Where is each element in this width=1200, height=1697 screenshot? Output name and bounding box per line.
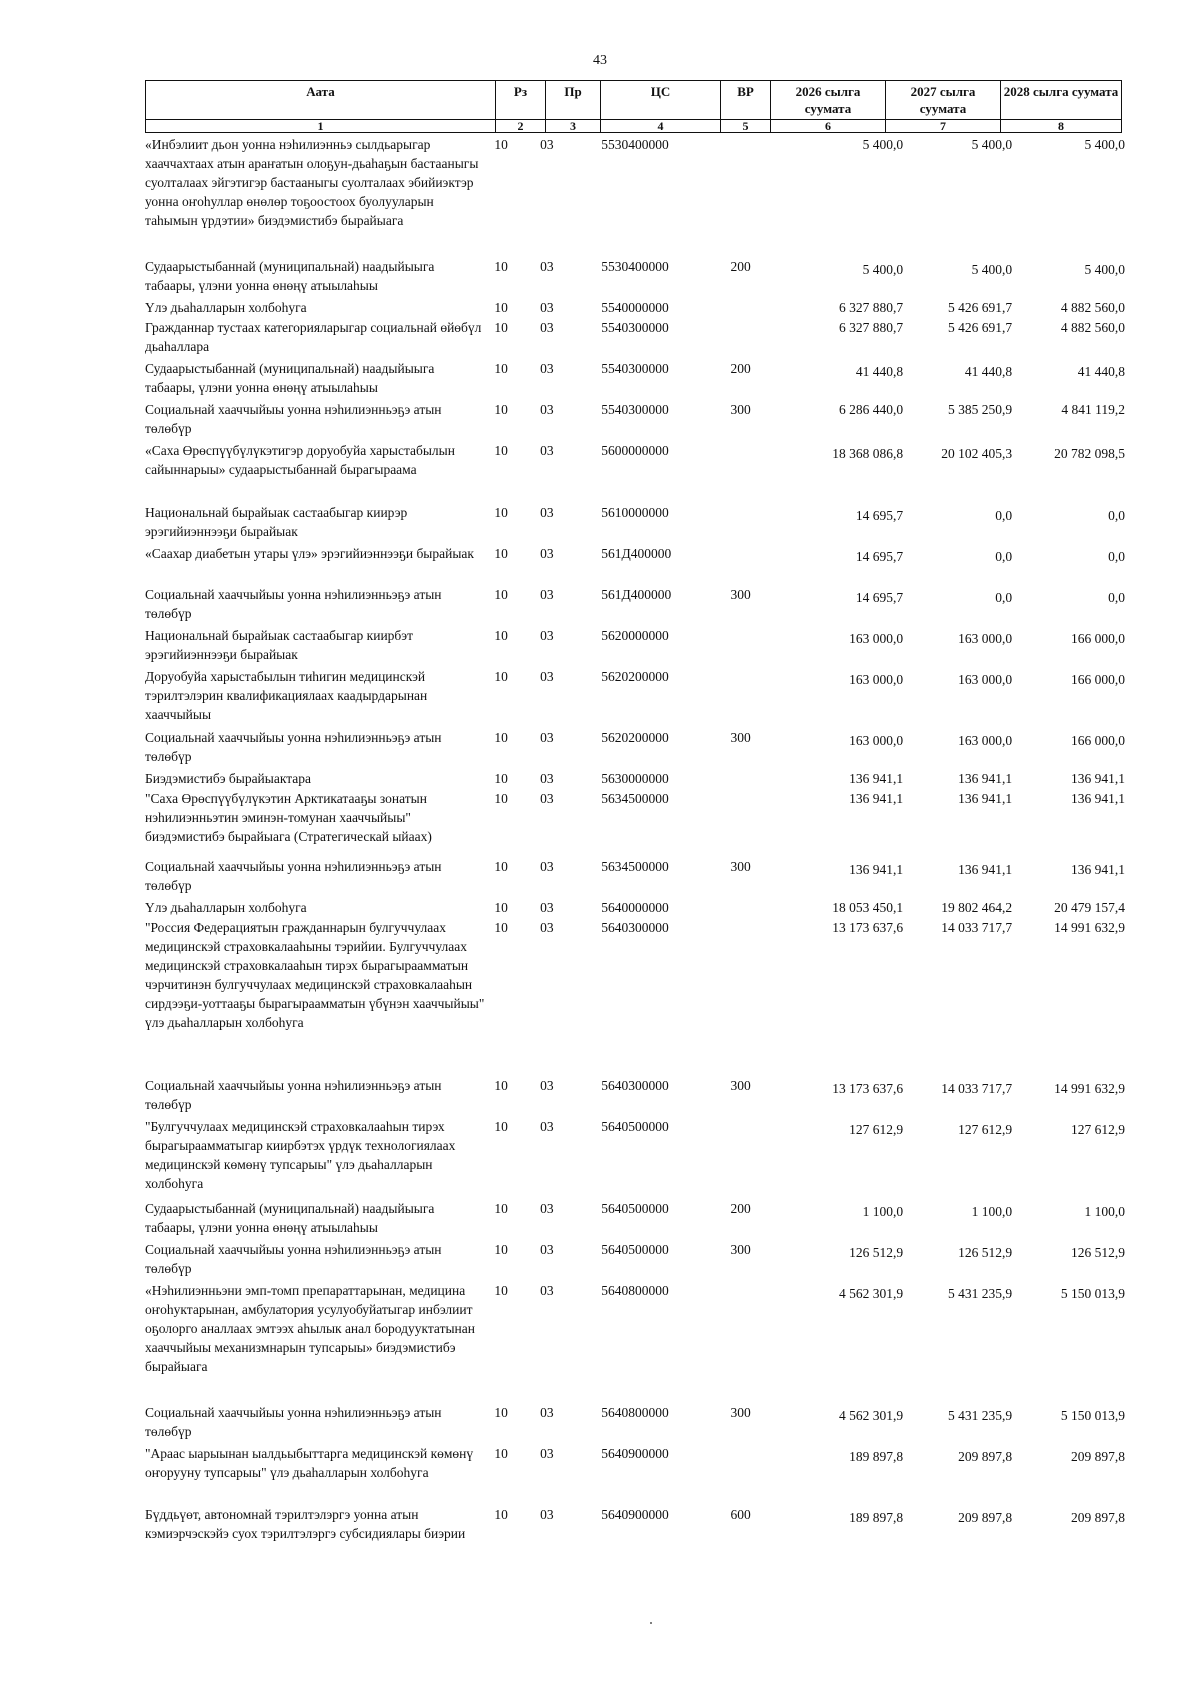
row-vr — [726, 918, 808, 1076]
row-value-2027: 126 512,9 — [958, 1245, 1013, 1260]
row-vr — [726, 298, 808, 318]
row-value-2027: 163 000,0 — [958, 631, 1013, 646]
row-name: «Саахар диабетын утары үлэ» эрэгийиэннээҕи бырайыак — [145, 546, 474, 561]
row-value-2026: 13 173 637,6 — [832, 920, 904, 935]
row-value-2026: 189 897,8 — [849, 1510, 904, 1525]
row-pr: 03 — [540, 900, 554, 915]
row-value-2026: 13 173 637,6 — [832, 1081, 904, 1096]
row-cs: 561Д400000 — [601, 587, 672, 602]
row-cs: 5640900000 — [601, 1446, 669, 1461]
row-rz: 10 — [494, 1078, 508, 1093]
row-name: «Инбэлиит дьон уонна нэһилиэнньэ сылдьарыгар хааччахтаах атын араҥатын олоҕун-дьаһаҕын бастааныгы суолталаах эйгэтигэр бастааныгы суолталаах эбийиэктэр уонна оҥоһуллар өнөлөр тоҕоостоох буолууларын таһымын үрдэтии» биэдэмистибэ бырайыага — [145, 137, 479, 228]
row-name: Гражданнар тустаах категорияларыгар социальнай өйөбүл дьаһаллара — [145, 320, 482, 354]
row-pr: 03 — [540, 137, 554, 152]
row-pr: 03 — [540, 771, 554, 786]
header-col-2027: 2027 сылга суумата — [886, 81, 1001, 120]
row-value-2027: 5 426 691,7 — [948, 320, 1013, 335]
table-row — [145, 626, 1125, 667]
table-row — [145, 400, 1125, 441]
row-rz: 10 — [494, 1201, 508, 1216]
row-value-2027: 5 400,0 — [971, 137, 1013, 152]
row-vr: 200 — [730, 1201, 751, 1216]
row-value-2026: 14 695,7 — [855, 508, 904, 523]
row-cs: 5640900000 — [601, 1507, 669, 1522]
table-row — [145, 789, 1125, 857]
row-value-2028: 4 882 560,0 — [1060, 300, 1125, 315]
row-value-2026: 5 400,0 — [862, 262, 904, 277]
row-vr — [726, 769, 808, 789]
row-pr: 03 — [540, 1201, 554, 1216]
row-rz: 10 — [494, 1446, 508, 1461]
row-pr: 03 — [540, 669, 554, 684]
table-row — [145, 503, 1125, 544]
row-cs: 5620200000 — [601, 730, 669, 745]
table-row — [145, 1403, 1125, 1444]
row-pr: 03 — [540, 1507, 554, 1522]
row-value-2027: 127 612,9 — [958, 1122, 1013, 1137]
row-name: Социальнай хааччыйыы уонна нэһилиэнньэҕэ атын төлөбүр — [145, 1405, 442, 1439]
row-cs: 5640800000 — [601, 1405, 669, 1420]
table-row — [145, 1076, 1125, 1117]
row-rz: 10 — [494, 320, 508, 335]
table-row — [145, 898, 1125, 918]
table-row — [145, 359, 1125, 400]
row-value-2028: 136 941,1 — [1070, 862, 1125, 877]
row-cs: 5634500000 — [601, 859, 669, 874]
row-value-2026: 4 562 301,9 — [838, 1408, 904, 1423]
header-col-cs: ЦС — [601, 81, 721, 120]
page-number: 43 — [593, 53, 607, 68]
row-value-2027: 136 941,1 — [958, 771, 1013, 786]
row-cs: 5530400000 — [601, 259, 669, 274]
row-name: Биэдэмистибэ бырайыактара — [145, 771, 312, 786]
row-pr: 03 — [540, 730, 554, 745]
row-value-2028: 14 991 632,9 — [1054, 1081, 1125, 1096]
row-value-2028: 209 897,8 — [1070, 1510, 1125, 1525]
row-value-2028: 5 150 013,9 — [1060, 1286, 1125, 1301]
row-value-2027: 5 385 250,9 — [948, 402, 1013, 417]
row-value-2027: 163 000,0 — [958, 733, 1013, 748]
table-row — [145, 1505, 1125, 1566]
row-rz: 10 — [494, 1242, 508, 1257]
row-rz: 10 — [494, 1405, 508, 1420]
row-value-2026: 136 941,1 — [849, 862, 904, 877]
row-rz: 10 — [494, 791, 508, 806]
row-cs: 5600000000 — [601, 443, 669, 458]
table-row — [145, 728, 1125, 769]
row-rz: 10 — [494, 1283, 508, 1298]
row-cs: 5640500000 — [601, 1201, 669, 1216]
row-value-2028: 166 000,0 — [1070, 631, 1125, 646]
row-cs: 5620200000 — [601, 669, 669, 684]
row-value-2028: 136 941,1 — [1070, 771, 1125, 786]
row-rz: 10 — [494, 402, 508, 417]
header-col-2026: 2026 сылга суумата — [771, 81, 886, 120]
row-name: Бүддьүөт, автономнай тэрилтэлэргэ уонна атын кэмиэрчэскэйэ суох тэрилтэлэргэ субсидиялары биэрии — [145, 1507, 466, 1541]
row-pr: 03 — [540, 1119, 554, 1134]
row-name: Национальнай бырайыак састаабыгар киирэр эрэгийиэннээҕи бырайыак — [145, 505, 408, 539]
row-value-2026: 14 695,7 — [855, 590, 904, 605]
row-cs: 5630000000 — [601, 771, 669, 786]
row-value-2026: 14 695,7 — [855, 549, 904, 564]
row-vr — [726, 626, 808, 667]
row-name: Доруобуйа харыстабылын тиһигин медицинскэй тэрилтэлэрин квалификациялаах каадырдарынан хааччыйыы — [145, 669, 428, 722]
row-vr — [726, 1281, 808, 1403]
row-value-2026: 189 897,8 — [849, 1449, 904, 1464]
row-value-2027: 0,0 — [995, 508, 1013, 523]
row-vr: 300 — [730, 402, 751, 417]
row-value-2027: 0,0 — [995, 590, 1013, 605]
row-value-2026: 136 941,1 — [849, 791, 904, 806]
header-num-1: 1 — [146, 120, 496, 133]
table-row — [145, 667, 1125, 728]
row-pr: 03 — [540, 859, 554, 874]
table-row — [145, 585, 1125, 626]
row-value-2028: 20 782 098,5 — [1054, 446, 1125, 461]
row-pr: 03 — [540, 505, 554, 520]
row-value-2028: 166 000,0 — [1070, 672, 1125, 687]
header-col-name: Аата — [146, 81, 496, 120]
row-value-2026: 126 512,9 — [849, 1245, 904, 1260]
header-num-4: 4 — [601, 120, 721, 133]
table-row — [145, 1240, 1125, 1281]
row-cs: 5640000000 — [601, 900, 669, 915]
table-row — [145, 1444, 1125, 1505]
row-value-2027: 14 033 717,7 — [941, 1081, 1013, 1096]
row-pr: 03 — [540, 587, 554, 602]
row-vr: 200 — [730, 361, 751, 376]
row-cs: 5640300000 — [601, 1078, 669, 1093]
table-header — [145, 80, 1121, 132]
row-value-2028: 5 150 013,9 — [1060, 1408, 1125, 1423]
row-vr — [726, 667, 808, 728]
row-value-2028: 1 100,0 — [1084, 1204, 1125, 1219]
row-name: Судаарыстыбаннай (муниципальнай) наадыйыыга табаары, үлэни уонна өнөңү атыылаһыы — [145, 259, 435, 293]
row-name: Судаарыстыбаннай (муниципальнай) наадыйыыга табаары, үлэни уонна өнөңү атыылаһыы — [145, 361, 435, 395]
table-row — [145, 257, 1125, 298]
row-value-2026: 4 562 301,9 — [838, 1286, 904, 1301]
row-cs: 5640800000 — [601, 1283, 669, 1298]
header-num-3: 3 — [546, 120, 601, 133]
row-value-2028: 166 000,0 — [1070, 733, 1125, 748]
row-vr — [726, 789, 808, 857]
row-rz: 10 — [494, 137, 508, 152]
row-rz: 10 — [494, 546, 508, 561]
row-value-2027: 19 802 464,2 — [941, 900, 1013, 915]
row-pr: 03 — [540, 443, 554, 458]
row-value-2026: 127 612,9 — [849, 1122, 904, 1137]
row-rz: 10 — [494, 443, 508, 458]
row-value-2026: 136 941,1 — [849, 771, 904, 786]
row-name: Социальнай хааччыйыы уонна нэһилиэнньэҕэ атын төлөбүр — [145, 1242, 442, 1276]
row-vr — [726, 318, 808, 359]
row-rz: 10 — [494, 900, 508, 915]
row-name: Үлэ дьаһалларын холбоһуга — [145, 300, 307, 315]
row-value-2026: 163 000,0 — [849, 672, 904, 687]
row-value-2028: 0,0 — [1108, 590, 1125, 605]
row-cs: 5634500000 — [601, 791, 669, 806]
row-value-2027: 5 426 691,7 — [948, 300, 1013, 315]
table-body — [145, 135, 1125, 1566]
row-rz: 10 — [494, 920, 508, 935]
row-rz: 10 — [494, 628, 508, 643]
header-col-vr: ВР — [721, 81, 771, 120]
row-name: Социальнай хааччыйыы уонна нэһилиэнньэҕэ атын төлөбүр — [145, 402, 442, 436]
row-name: "Араас ыарыынан ыалдьыбыттарга медицинскэй көмөнү оҥорууну тупсарыы" үлэ дьаһалларын холбоһуга — [145, 1446, 474, 1480]
row-value-2028: 5 400,0 — [1084, 262, 1125, 277]
row-value-2027: 5 431 235,9 — [948, 1286, 1013, 1301]
row-cs: 5610000000 — [601, 505, 669, 520]
table-row — [145, 544, 1125, 585]
row-pr: 03 — [540, 1283, 554, 1298]
row-vr: 300 — [730, 1078, 751, 1093]
row-rz: 10 — [494, 300, 508, 315]
header-num-7: 7 — [886, 120, 1001, 133]
row-value-2027: 209 897,8 — [958, 1510, 1013, 1525]
row-name: Социальнай хааччыйыы уонна нэһилиэнньэҕэ атын төлөбүр — [145, 730, 442, 764]
row-vr: 300 — [730, 1405, 751, 1420]
row-value-2027: 209 897,8 — [958, 1449, 1013, 1464]
row-vr — [726, 1117, 808, 1199]
row-cs: 5540300000 — [601, 361, 669, 376]
row-value-2026: 163 000,0 — [849, 631, 904, 646]
row-name: Социальнай хааччыйыы уонна нэһилиэнньэҕэ атын төлөбүр — [145, 587, 442, 621]
row-rz: 10 — [494, 1119, 508, 1134]
row-value-2028: 0,0 — [1108, 549, 1125, 564]
row-name: Үлэ дьаһалларын холбоһуга — [145, 900, 307, 915]
scan-speck — [650, 1622, 652, 1624]
row-vr: 300 — [730, 730, 751, 745]
row-pr: 03 — [540, 402, 554, 417]
table-row — [145, 1199, 1125, 1240]
row-vr: 600 — [730, 1507, 751, 1522]
table-row — [145, 135, 1125, 257]
row-name: Социальнай хааччыйыы уонна нэһилиэнньэҕэ атын төлөбүр — [145, 859, 442, 893]
row-cs: 5540000000 — [601, 300, 669, 315]
row-name: "Россия Федерациятын гражданнарын булгуччулаах медицинскэй страховкалааһыны тэрийии. Булгуччулаах медицинскэй страховкалааһын тирэх бырагыраамматын чэрчитинэн булгуччулаах медицинскэй страховкалааһын сирдээҕи-уоттааҕы бырагыраамматын үбүнэн хааччыйыы" үлэ дьаһалларын холбоһуга — [145, 920, 485, 1030]
row-value-2027: 136 941,1 — [958, 862, 1013, 877]
row-pr: 03 — [540, 1078, 554, 1093]
row-cs: 5640500000 — [601, 1119, 669, 1134]
row-value-2026: 18 053 450,1 — [832, 900, 904, 915]
row-pr: 03 — [540, 320, 554, 335]
row-name: "Булгуччулаах медицинскэй страховкалааһын тирэх бырагыраамматыгар киирбэтэх үрдүк технологиялаах медицинскэй көмөнү тупсарыы" үлэ дьаһалларын холбоһуга — [145, 1119, 456, 1191]
table-row — [145, 857, 1125, 898]
row-vr — [726, 1444, 808, 1505]
row-value-2028: 127 612,9 — [1070, 1122, 1125, 1137]
row-value-2026: 6 286 440,0 — [838, 402, 904, 417]
row-pr: 03 — [540, 361, 554, 376]
row-pr: 03 — [540, 791, 554, 806]
row-value-2026: 163 000,0 — [849, 733, 904, 748]
row-rz: 10 — [494, 771, 508, 786]
row-cs: 5530400000 — [601, 137, 669, 152]
row-value-2027: 14 033 717,7 — [941, 920, 1013, 935]
row-vr — [726, 441, 808, 503]
row-value-2027: 41 440,8 — [964, 364, 1013, 379]
header-num-6: 6 — [771, 120, 886, 133]
row-pr: 03 — [540, 1446, 554, 1461]
row-value-2028: 136 941,1 — [1070, 791, 1125, 806]
row-value-2027: 5 431 235,9 — [948, 1408, 1013, 1423]
table-row — [145, 441, 1125, 503]
row-cs: 5640300000 — [601, 920, 669, 935]
row-value-2026: 41 440,8 — [855, 364, 904, 379]
header-num-2: 2 — [496, 120, 546, 133]
table-row — [145, 918, 1125, 1076]
row-name: Национальнай бырайыак састаабыгар киирбэт эрэгийиэннээҕи бырайыак — [145, 628, 413, 662]
header-col-pr: Пр — [546, 81, 601, 120]
table-row — [145, 298, 1125, 318]
table-row — [145, 769, 1125, 789]
row-value-2026: 18 368 086,8 — [832, 446, 904, 461]
row-vr: 300 — [730, 587, 751, 602]
row-value-2026: 6 327 880,7 — [838, 300, 904, 315]
row-value-2028: 4 882 560,0 — [1060, 320, 1125, 335]
header-num-8: 8 — [1001, 120, 1122, 133]
row-rz: 10 — [494, 1507, 508, 1522]
row-name: «Нэһилиэнньэни эмп-томп препараттарынан, медицина оҥоһуктарынан, амбулатория усулуобуйатыгар инбэлиит оҕолорго аналлаах эмтээх аһылык анал бородууктатынан хааччыйыы механизмнарын тупсарыы» биэдэмистибэ бырайыага — [145, 1283, 475, 1374]
row-value-2028: 5 400,0 — [1084, 137, 1125, 152]
header-num-5: 5 — [721, 120, 771, 133]
row-rz: 10 — [494, 669, 508, 684]
row-pr: 03 — [540, 546, 554, 561]
row-pr: 03 — [540, 1405, 554, 1420]
row-rz: 10 — [494, 859, 508, 874]
row-rz: 10 — [494, 730, 508, 745]
row-vr — [726, 503, 808, 544]
row-pr: 03 — [540, 920, 554, 935]
row-cs: 5620000000 — [601, 628, 669, 643]
row-value-2028: 41 440,8 — [1077, 364, 1125, 379]
row-value-2026: 5 400,0 — [862, 137, 904, 152]
row-pr: 03 — [540, 300, 554, 315]
row-cs: 5540300000 — [601, 320, 669, 335]
header-col-rz: Рз — [496, 81, 546, 120]
table-row — [145, 1281, 1125, 1403]
table-row — [145, 318, 1125, 359]
row-cs: 5640500000 — [601, 1242, 669, 1257]
row-vr — [726, 898, 808, 918]
row-vr: 200 — [730, 259, 751, 274]
row-value-2028: 4 841 119,2 — [1061, 402, 1125, 417]
row-value-2027: 20 102 405,3 — [941, 446, 1013, 461]
row-value-2027: 5 400,0 — [971, 262, 1013, 277]
table-row — [145, 1117, 1125, 1199]
row-value-2027: 0,0 — [995, 549, 1013, 564]
header-col-2028: 2028 сылга суумата — [1001, 81, 1122, 120]
row-vr — [726, 544, 808, 585]
row-pr: 03 — [540, 1242, 554, 1257]
row-pr: 03 — [540, 628, 554, 643]
row-value-2028: 209 897,8 — [1070, 1449, 1125, 1464]
row-name: "Саха Өрөспүүбүлүкэтин Арктикатааҕы зонатын нэһилиэнньэтин эминэн-томунан хааччыйыы" биэдэмистибэ бырайыага (Стратегическай ыйаах) — [145, 791, 432, 844]
row-vr: 300 — [730, 859, 751, 874]
row-value-2026: 1 100,0 — [862, 1204, 904, 1219]
row-rz: 10 — [494, 361, 508, 376]
row-value-2027: 1 100,0 — [971, 1204, 1013, 1219]
row-rz: 10 — [494, 259, 508, 274]
row-value-2027: 163 000,0 — [958, 672, 1013, 687]
row-rz: 10 — [494, 587, 508, 602]
row-cs: 561Д400000 — [601, 546, 672, 561]
row-name: Судаарыстыбаннай (муниципальнай) наадыйыыга табаары, үлэни уонна өнөңү атыылаһыы — [145, 1201, 435, 1235]
row-value-2026: 6 327 880,7 — [838, 320, 904, 335]
row-value-2027: 136 941,1 — [958, 791, 1013, 806]
row-vr: 300 — [730, 1242, 751, 1257]
row-vr — [726, 135, 808, 257]
row-value-2028: 0,0 — [1108, 508, 1125, 523]
row-value-2028: 14 991 632,9 — [1054, 920, 1125, 935]
row-name: «Саха Өрөспүүбүлүкэтигэр доруобуйа харыстабылын сайыннарыы» судаарыстыбаннай бырагыраама — [145, 443, 455, 477]
row-value-2028: 20 479 157,4 — [1054, 900, 1125, 915]
row-name: Социальнай хааччыйыы уонна нэһилиэнньэҕэ атын төлөбүр — [145, 1078, 442, 1112]
row-pr: 03 — [540, 259, 554, 274]
row-value-2028: 126 512,9 — [1070, 1245, 1125, 1260]
row-cs: 5540300000 — [601, 402, 669, 417]
row-rz: 10 — [494, 505, 508, 520]
